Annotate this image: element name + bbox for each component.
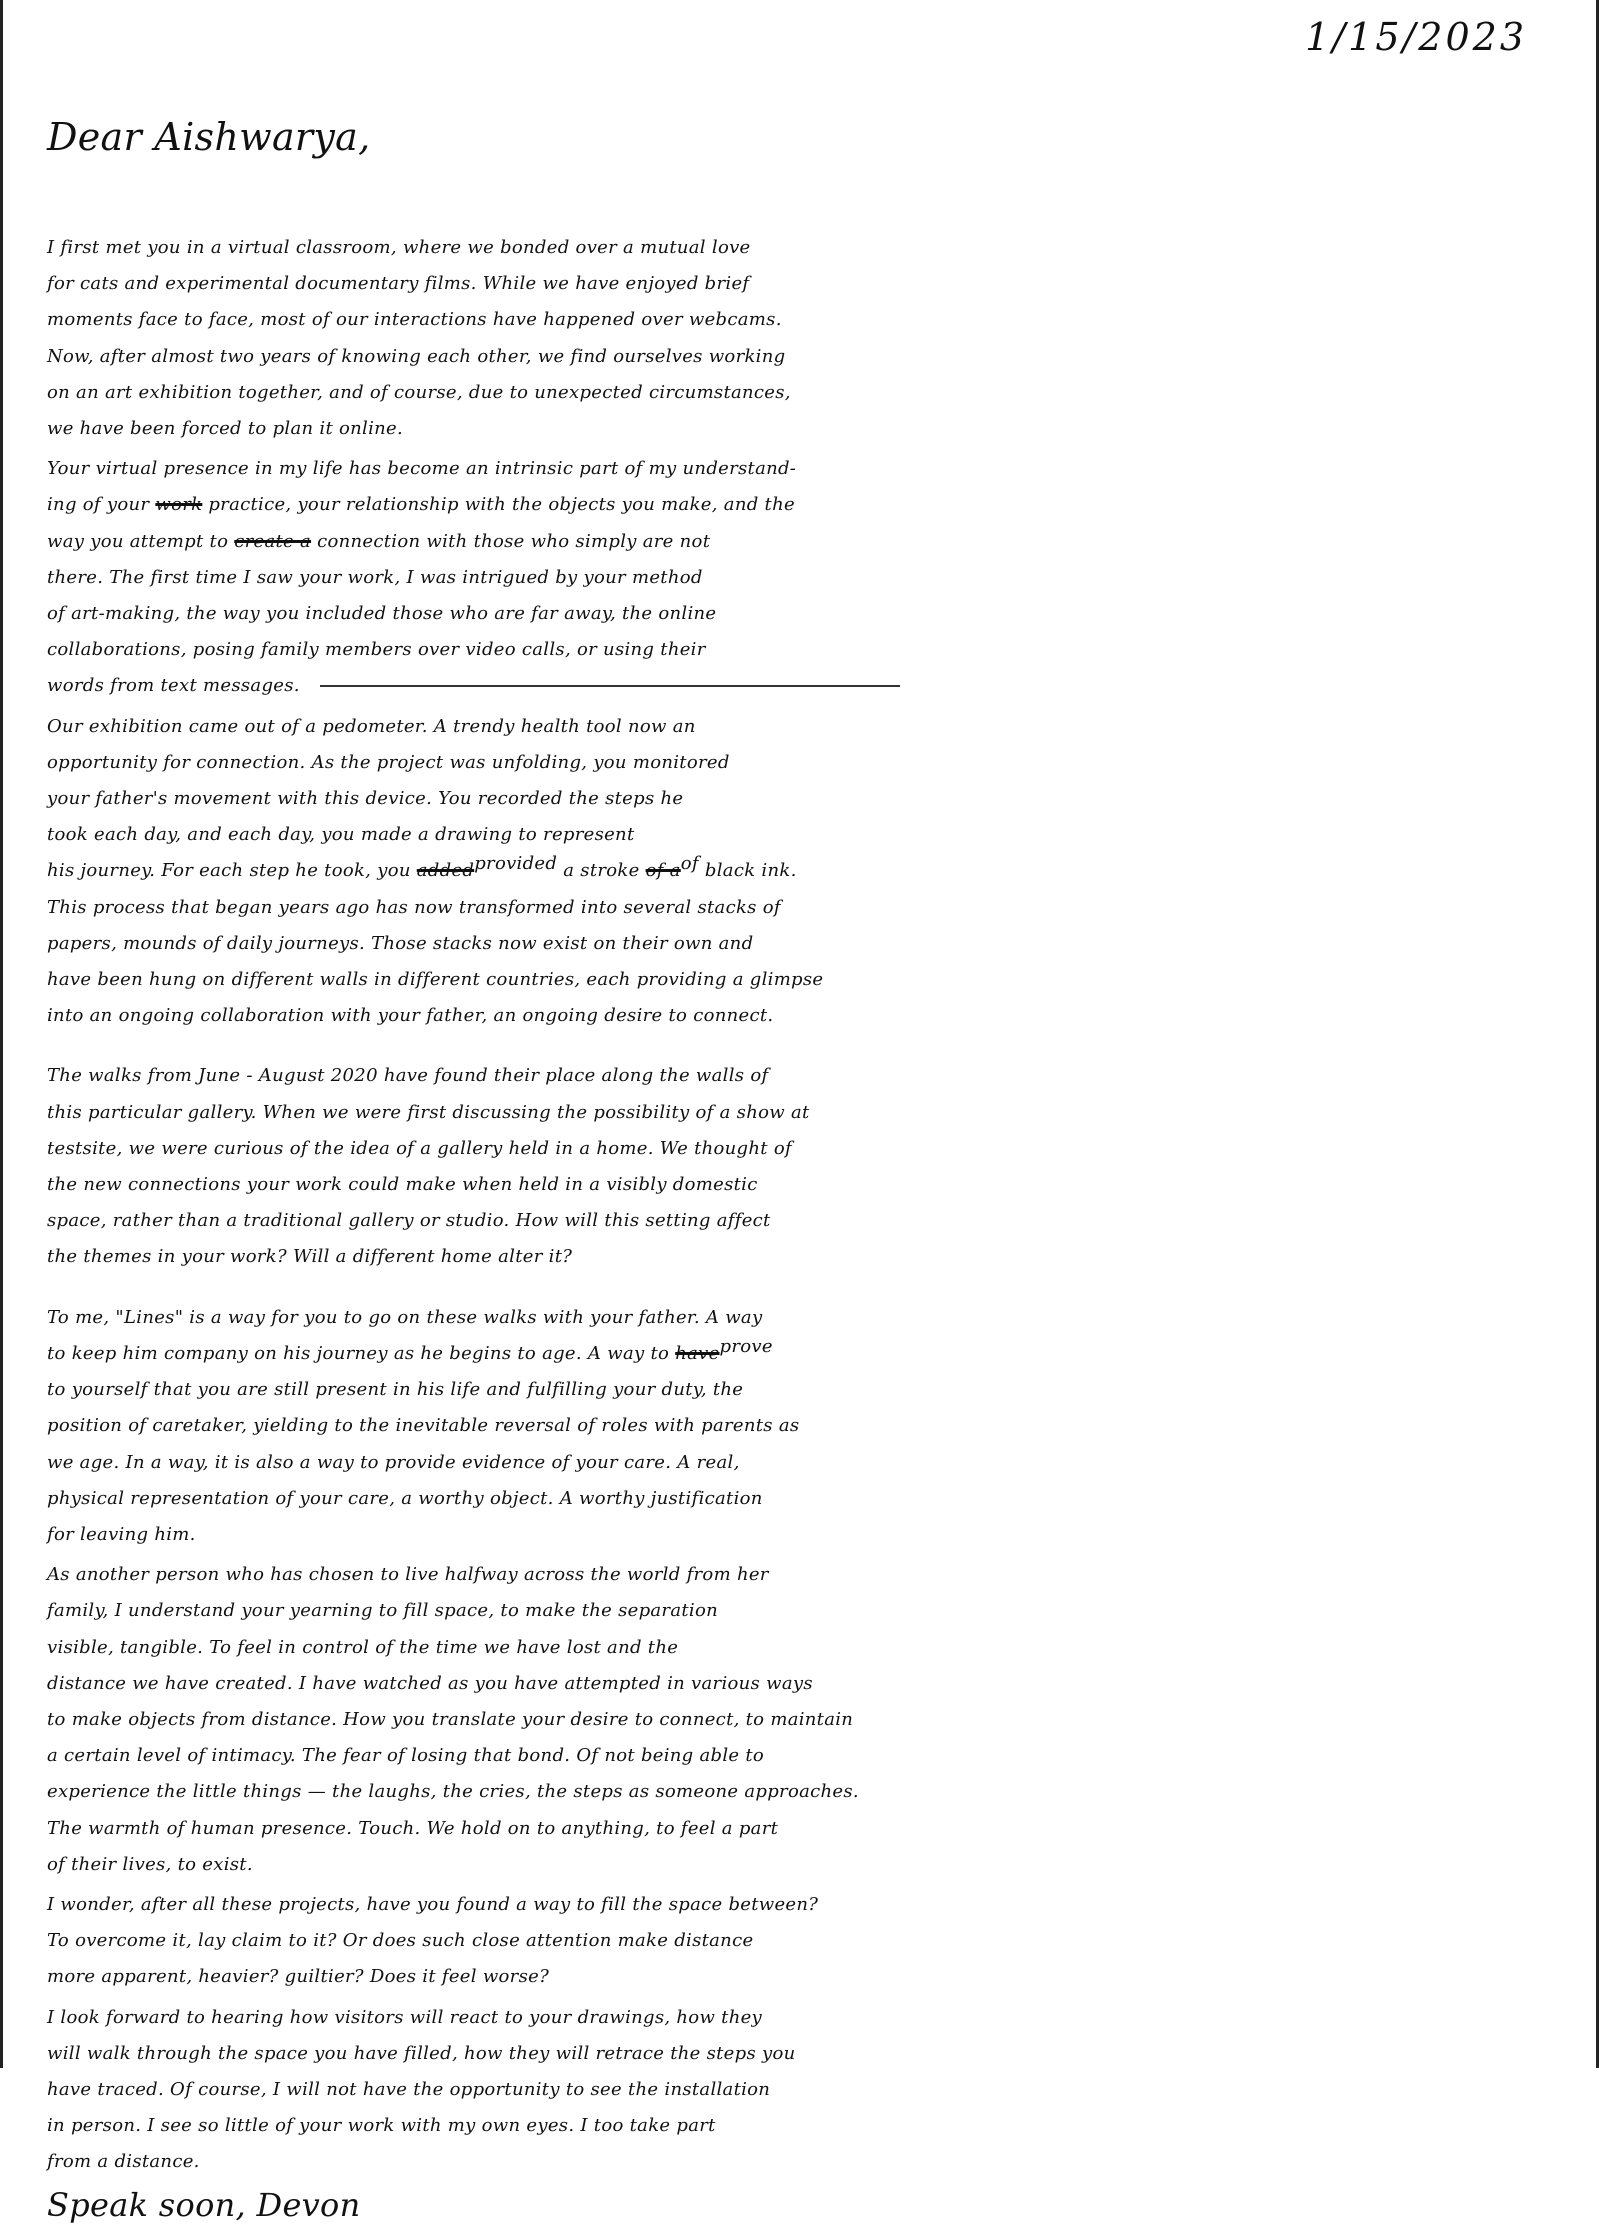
text-line: into an ongoing collaboration with your father, an ongoing desire to connect. xyxy=(47,1005,774,1027)
text-fragment: black ink. xyxy=(704,860,797,882)
underline-rule xyxy=(320,685,900,687)
text-line xyxy=(47,853,1557,889)
text-line: space, rather than a traditional gallery or studio. How will this setting affect xyxy=(47,1210,771,1232)
text-line: in person. I see so little of your work with my own eyes. I too take part xyxy=(47,2115,716,2137)
text-fragment: practice, your relationship with the objects you make, and the xyxy=(208,494,795,516)
text-line: To me, "Lines" is a way for you to go on these walks with your father. A way xyxy=(47,1306,763,1328)
struck-word: work xyxy=(155,494,203,516)
text-line: experience the little things — the laughs, the cries, the steps as someone approaches. xyxy=(47,1781,859,1803)
text-line: To overcome it, lay claim to it? Or does such close attention make distance xyxy=(47,1930,754,1952)
text-fragment: a stroke xyxy=(563,860,640,882)
text-fragment: words from text messages. xyxy=(47,675,300,697)
text-line: I look forward to hearing how visitors will react to your drawings, how they xyxy=(47,2006,763,2028)
text-line: more apparent, heavier? guiltier? Does it feel worse? xyxy=(47,1966,550,1988)
text-line: we age. In a way, it is also a way to provide evidence of your care. A real, xyxy=(47,1451,740,1473)
text-fragment: connection with those who simply are not xyxy=(317,530,711,552)
text-line: there. The first time I saw your work, I was intrigued by your method xyxy=(47,566,703,588)
struck-word: of a xyxy=(645,860,681,882)
text-line: collaborations, posing family members over video calls, or using their xyxy=(47,639,706,661)
letter-date: 1/15/2023 xyxy=(1305,15,1527,59)
letter-signoff: Speak soon, Devon xyxy=(47,2185,361,2224)
text-line: to make objects from distance. How you translate your desire to connect, to maintain xyxy=(47,1708,854,1730)
text-line: on an art exhibition together, and of course, due to unexpected circumstances, xyxy=(47,381,791,403)
text-line: of their lives, to exist. xyxy=(47,1853,253,1875)
inserted-word: of xyxy=(680,853,699,875)
text-line: will walk through the space you have filled, how they will retrace the steps you xyxy=(47,2042,796,2064)
letter-greeting: Dear Aishwarya, xyxy=(47,115,371,159)
text-line: physical representation of your care, a worthy object. A worthy justification xyxy=(47,1487,763,1509)
inserted-word: prove xyxy=(719,1335,773,1357)
handwritten-letter xyxy=(47,14,1557,2223)
text-line: testsite, we were curious of the idea of a gallery held in a home. We thought of xyxy=(47,1137,792,1159)
text-line: this particular gallery. When we were first discussing the possibility of a show at xyxy=(47,1101,810,1123)
text-line: of art-making, the way you included those who are far away, the online xyxy=(47,603,717,625)
text-fragment: way you attempt to xyxy=(47,530,229,552)
text-line: I first met you in a virtual classroom, where we bonded over a mutual love xyxy=(47,237,751,258)
text-line: the themes in your work? Will a different home alter it? xyxy=(47,1246,573,1268)
paragraph-3 xyxy=(47,709,1557,1035)
paragraph-4 xyxy=(47,1058,1557,1275)
text-line: we have been forced to plan it online. xyxy=(47,418,404,440)
text-line xyxy=(47,487,1557,523)
text-line: moments face to face, most of our interactions have happened over webcams. xyxy=(47,309,782,331)
text-line: the new connections your work could make when held in a visibly domestic xyxy=(47,1174,758,1196)
paragraph-1 xyxy=(47,230,1557,447)
text-line: for cats and experimental documentary films. While we have enjoyed brief xyxy=(47,273,750,295)
paragraph-8 xyxy=(47,2000,1557,2181)
text-line: for leaving him. xyxy=(47,1523,196,1545)
text-line: Now, after almost two years of knowing each other, we find ourselves working xyxy=(47,345,786,367)
text-line: This process that began years ago has now transformed into several stacks of xyxy=(47,896,781,918)
text-line: family, I understand your yearning to fill space, to make the separation xyxy=(47,1600,718,1622)
text-line xyxy=(47,524,1557,560)
text-line: a certain level of intimacy. The fear of losing that bond. Of not being able to xyxy=(47,1745,765,1767)
text-line: opportunity for connection. As the project was unfolding, you monitored xyxy=(47,751,730,773)
text-fragment: ing of your xyxy=(47,494,150,516)
text-line: The walks from June - August 2020 have found their place along the walls of xyxy=(47,1065,769,1087)
text-line: papers, mounds of daily journeys. Those stacks now exist on their own and xyxy=(47,932,754,954)
text-fragment: his journey. For each step he took, you xyxy=(47,860,411,882)
text-line: As another person who has chosen to live halfway across the world from her xyxy=(47,1564,769,1586)
struck-word: have xyxy=(675,1342,720,1364)
struck-word: added xyxy=(416,860,475,882)
struck-word: create a xyxy=(234,530,312,552)
text-line: from a distance. xyxy=(47,2151,200,2173)
text-line: distance we have created. I have watched as you have attempted in various ways xyxy=(47,1672,813,1694)
text-line: have been hung on different walls in different countries, each providing a glimpse xyxy=(47,969,824,991)
paragraph-2 xyxy=(47,451,1557,704)
text-line: took each day, and each day, you made a drawing to represent xyxy=(47,824,635,846)
text-line: Our exhibition came out of a pedometer. A trendy health tool now an xyxy=(47,715,696,737)
text-line xyxy=(47,668,1557,704)
text-line: I wonder, after all these projects, have you found a way to fill the space between? xyxy=(47,1893,819,1915)
text-line: to yourself that you are still present in his life and fulfilling your duty, the xyxy=(47,1379,744,1401)
paragraph-5 xyxy=(47,1300,1557,1553)
paragraph-6 xyxy=(47,1557,1557,1883)
text-line: visible, tangible. To feel in control of the time we have lost and the xyxy=(47,1636,679,1658)
text-fragment: to keep him company on his journey as he begins to age. A way to xyxy=(47,1342,670,1364)
text-line xyxy=(47,1336,1557,1372)
text-line: Your virtual presence in my life has become an intrinsic part of my understand- xyxy=(47,458,797,480)
text-line: your father's movement with this device. You recorded the steps he xyxy=(47,788,684,810)
text-line: The warmth of human presence. Touch. We hold on to anything, to feel a part xyxy=(47,1817,779,1839)
text-line: position of caretaker, yielding to the inevitable reversal of roles with parents as xyxy=(47,1415,800,1437)
paragraph-7 xyxy=(47,1887,1557,1996)
text-line: have traced. Of course, I will not have the opportunity to see the installation xyxy=(47,2078,771,2100)
inserted-word: provided xyxy=(474,853,558,875)
